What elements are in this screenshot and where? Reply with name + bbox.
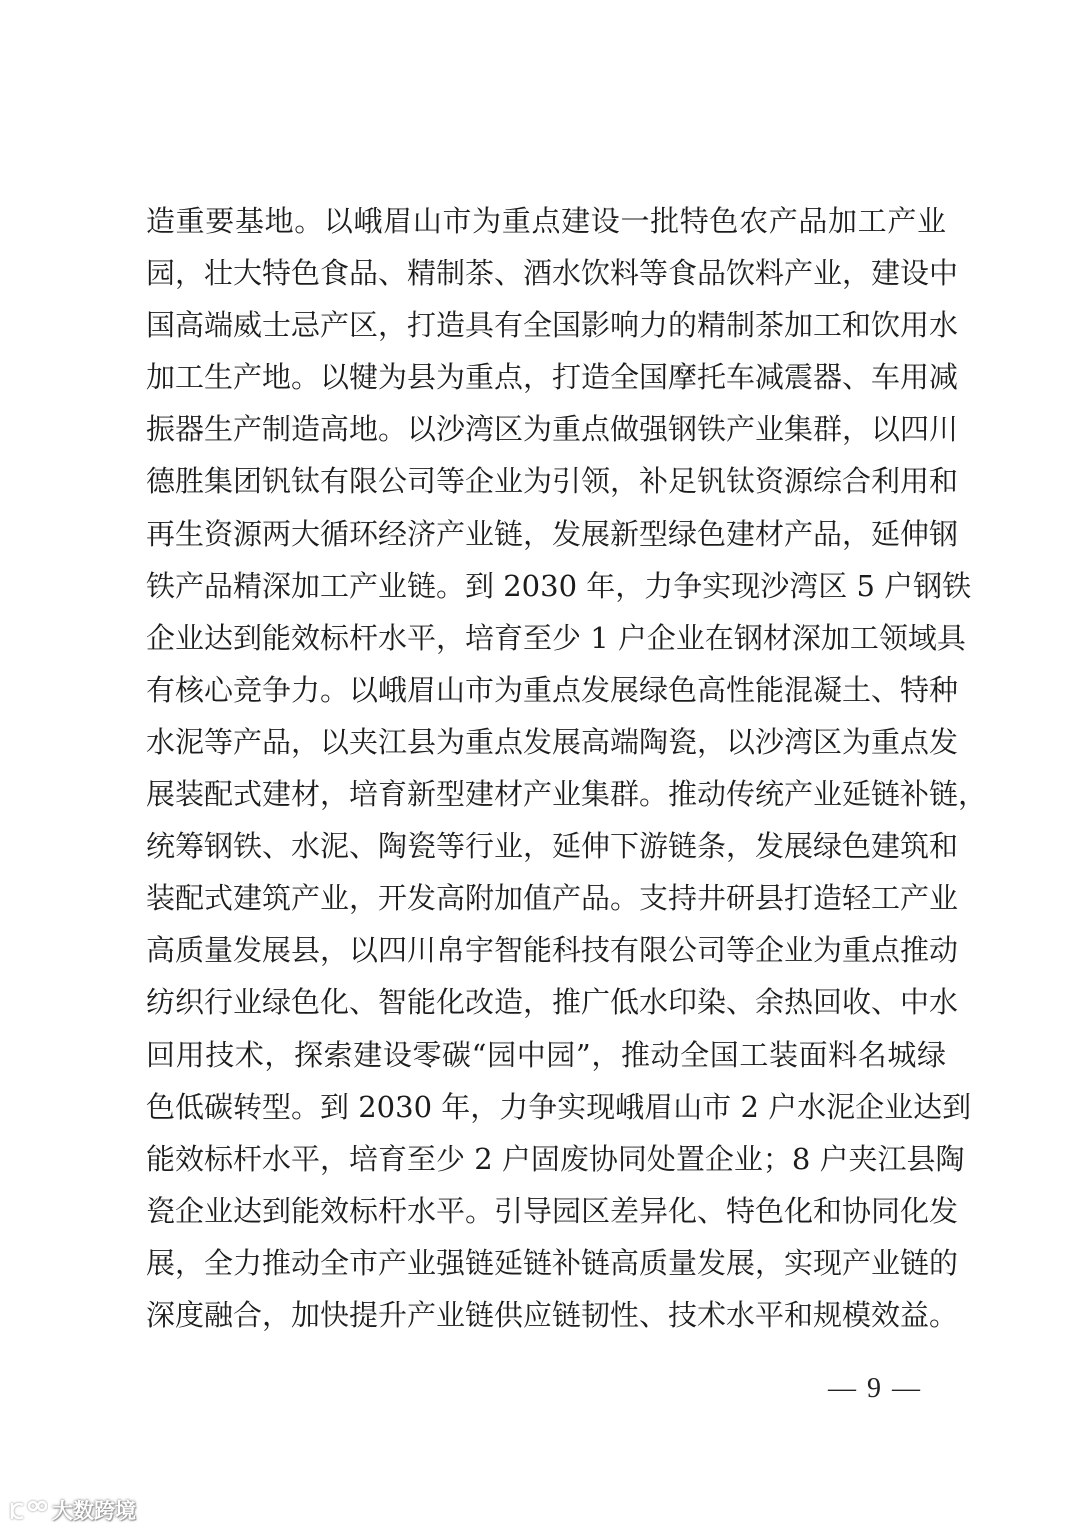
text-line: 加工生产地。以犍为县为重点，打造全国摩托车减震器、车用减: [146, 360, 959, 395]
text-line: 色低碳转型。到 2030 年，力争实现峨眉山市 2 户水泥企业达到: [146, 1089, 972, 1124]
text-line: 装配式建筑产业，开发高附加值产品。支持井研县打造轻工产业: [146, 881, 959, 916]
text-line: 振器生产制造高地。以沙湾区为重点做强钢铁产业集群，以四川: [146, 412, 959, 447]
text-line: 高质量发展县，以四川帛宇智能科技有限公司等企业为重点推动: [146, 933, 959, 968]
watermark: [8, 1495, 136, 1525]
page-number: — 9 —: [828, 1373, 922, 1404]
body-paragraph: [146, 195, 988, 1341]
text-line: 国高端威士忌产区，打造具有全国影响力的精制茶加工和饮用水: [146, 308, 959, 343]
text-line: 水泥等产品，以夹江县为重点发展高端陶瓷，以沙湾区为重点发: [146, 724, 959, 759]
text-line: 有核心竞争力。以峨眉山市为重点发展绿色高性能混凝土、特种: [146, 672, 959, 707]
text-line: 展，全力推动全市产业强链延链补链高质量发展，实现产业链的: [146, 1245, 959, 1280]
text-line: 企业达到能效标杆水平，培育至少 1 户企业在钢材深加工领域具: [146, 620, 966, 655]
kuajing-logo-icon: [8, 1497, 48, 1523]
text-line: 统筹钢铁、水泥、陶瓷等行业，延伸下游链条，发展绿色建筑和: [146, 829, 959, 864]
text-line: 能效标杆水平，培育至少 2 户固废协同处置企业；8 户夹江县陶: [146, 1141, 965, 1176]
text-line: 深度融合，加快提升产业链供应链韧性、技术水平和规模效益。: [146, 1297, 959, 1332]
text-line: 纺织行业绿色化、智能化改造，推广低水印染、余热回收、中水: [146, 985, 959, 1020]
text-line: 再生资源两大循环经济产业链，发展新型绿色建材产品，延伸钢: [146, 516, 959, 551]
text-line: 德胜集团钒钛有限公司等企业为引领，补足钒钛资源综合利用和: [146, 464, 959, 499]
text-line: 展装配式建材，培育新型建材产业集群。推动传统产业延链补链，: [146, 777, 988, 812]
text-line: 回用技术，探索建设零碳“园中园”，推动全国工装面料名城绿: [146, 1037, 946, 1072]
watermark-text: 大数跨境: [52, 1499, 136, 1523]
text-line: 园，壮大特色食品、精制茶、酒水饮料等食品饮料产业，建设中: [146, 256, 959, 291]
text-line: 造重要基地。以峨眉山市为重点建设一批特色农产品加工产业: [146, 204, 946, 238]
text-line: 瓷企业达到能效标杆水平。引导园区差异化、特色化和协同化发: [146, 1193, 959, 1228]
text-line: 铁产品精深加工产业链。到 2030 年，力争实现沙湾区 5 户钢铁: [146, 568, 972, 603]
